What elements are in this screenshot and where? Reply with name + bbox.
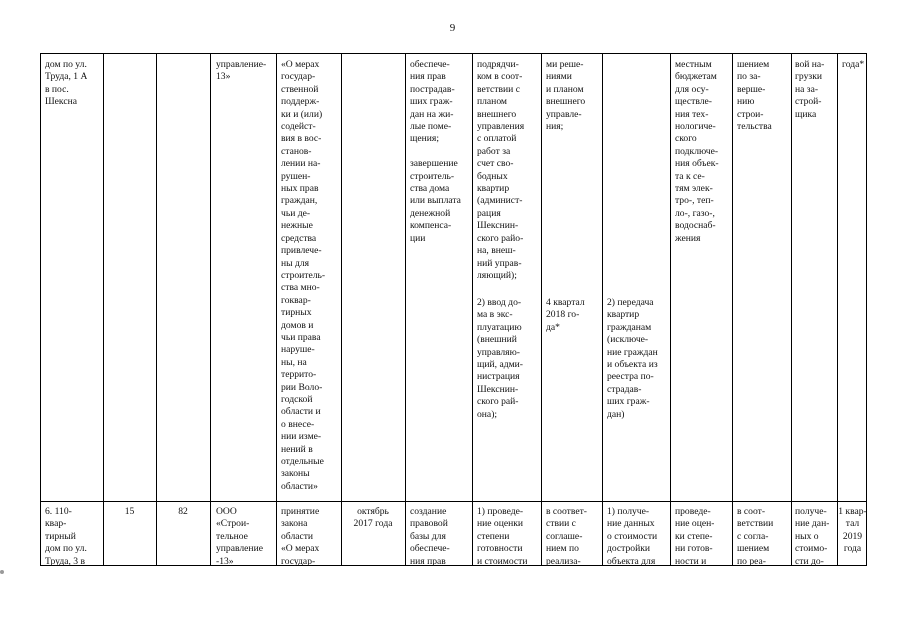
column-divider xyxy=(472,54,473,565)
row2-law: принятие закона области «О мерах государ- xyxy=(281,506,320,567)
column-divider xyxy=(732,54,733,565)
column-divider xyxy=(602,54,603,565)
row2-step1: 1) проведе- ние оценки степени готовности и стоимости xyxy=(477,506,528,567)
row1-law: «О мерах государ- ственной поддерж- ки и (или) содейст- вия в вос- станов- лении на- рушен- ных прав граждан, чьи де- нежные средства привлече- ны для строитель- ства мно- гоквар- тирных домов и чьи права наруше- ны, на террито- рии Воло- годской области и о внесе- нии изме- нений в отдельные законы области» xyxy=(281,59,326,492)
column-divider xyxy=(541,54,542,565)
column-divider xyxy=(405,54,406,565)
row2-deadline: 1 квар- тал 2019 года xyxy=(838,506,867,555)
column-divider xyxy=(103,54,104,565)
row2-term1: в соответ- ствии с соглаше- нием по реализа- xyxy=(546,506,587,567)
row1-term1: ми реше- ниями и планом внешнего управле- ния; xyxy=(546,59,586,133)
column-divider xyxy=(791,54,792,565)
row2-object: 6. 110- квар- тирный дом по ул. Труда, 3 в xyxy=(45,506,87,567)
row1-step2: 2) ввод до- ма в экс- плуатацию (внешний управляю- щий, адми- нистрация Шекснин- ского рай- она); xyxy=(477,297,523,420)
row2-count2: 82 xyxy=(178,506,188,517)
row1-goal: обеспече- ния прав пострадав- ших граж- дан на жи- лые поме- щения; завершение строитель- ства дома или выплата денежной компенса- ции xyxy=(410,59,461,244)
row2-date: октябрь 2017 года xyxy=(353,506,393,530)
row2-goal: создание правовой базы для обеспече- ния прав xyxy=(410,506,450,567)
program-table xyxy=(40,53,867,566)
row1-engineering: местным бюджетам для осу- ществле- ния тех- нологиче- ского подключе- ния объек- та к се- тям элек- тро-, теп- ло-, газо-, водоснаб- жения xyxy=(675,59,719,244)
scan-artifact xyxy=(0,570,4,574)
column-divider xyxy=(156,54,157,565)
row-divider xyxy=(41,501,866,502)
row1-object: дом по ул. Труда, 1 А в пос. Шексна xyxy=(45,59,88,108)
row2-agreement: в соот- ветствии с согла- шением по реа- xyxy=(737,506,774,567)
row2-engineering: проведе- ние оцен- ки степе- ни готов- ности и xyxy=(675,506,715,567)
row2-load: получе- ние дан- ных о стоимо- сти до- xyxy=(795,506,830,567)
row2-count1: 15 xyxy=(124,506,135,517)
column-divider xyxy=(670,54,671,565)
row1-load: вой на- грузки на за- строй- щика xyxy=(795,59,825,120)
column-divider xyxy=(276,54,277,565)
row2-developer: ООО «Строи- тельное управление -13» xyxy=(216,506,263,567)
row1-agreement: шением по за- верше- нию строи- тельства xyxy=(737,59,772,133)
row1-developer: управление- 13» xyxy=(216,59,267,83)
column-divider xyxy=(341,54,342,565)
row1-deadline: года* xyxy=(842,59,865,70)
row1-result2: 2) передача квартир гражданам (исключе- ние граждан и объекта из реестра по- страдав- ших граж- дан) xyxy=(607,297,658,420)
row2-result1: 1) получе- ние данных о стоимости достройки объекта для xyxy=(607,506,658,567)
column-divider xyxy=(837,54,838,565)
row1-step1: подрядчи- ком в соот- ветствии с планом внешнего управления с оплатой работ за счет сво- бодных квартир (админист- рация Шекснин- ского райо- на, внеш- ний управ- ляющий); xyxy=(477,59,525,281)
column-divider xyxy=(210,54,211,565)
row1-term2: 4 квартал 2018 го- да* xyxy=(546,297,585,333)
page-number: 9 xyxy=(449,22,456,34)
